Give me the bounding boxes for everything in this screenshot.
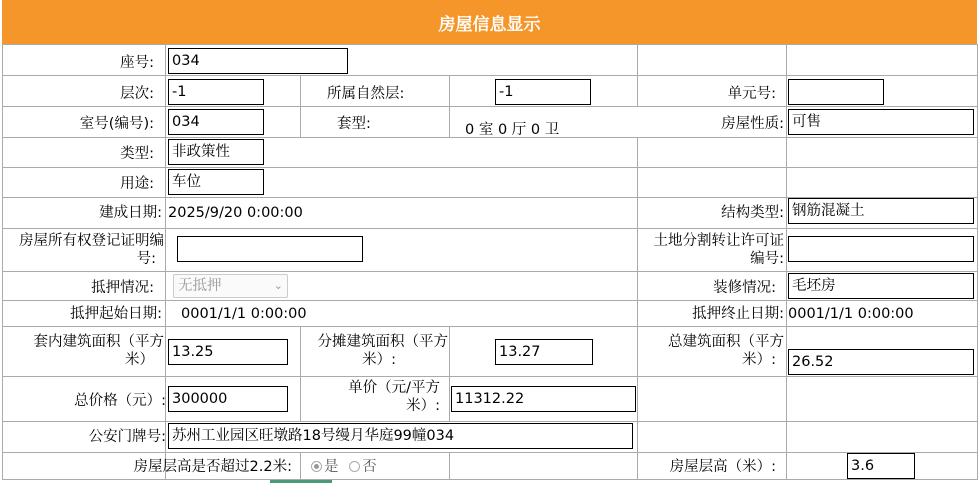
- total-area-label-line1: 总建筑面积（平方: [668, 334, 784, 350]
- usage-label: 用途:: [120, 176, 154, 192]
- usage-field[interactable]: 车位: [168, 169, 264, 195]
- land-permit-label-line1: 土地分割转让许可证: [653, 233, 784, 249]
- structure-type-field[interactable]: 钢筋混凝土: [788, 198, 974, 224]
- layout-value: [465, 121, 559, 139]
- mortgage-end-value: 0001/1/1 0:00:00: [788, 306, 914, 322]
- ownership-cert-label-line2: 号:: [136, 251, 156, 267]
- layout-hall-unit: 厅: [511, 122, 527, 138]
- property-nature-field[interactable]: 可售: [788, 109, 974, 135]
- natural-floor-field[interactable]: -1: [495, 79, 591, 105]
- chevron-down-icon: ⌄: [273, 279, 283, 292]
- type-label: 类型:: [120, 146, 154, 162]
- height-over-radios: [311, 458, 377, 476]
- completion-date-value: 2025/9/20 0:00:00: [168, 205, 303, 221]
- shared-area-field[interactable]: 13.27: [495, 339, 593, 365]
- land-permit-field[interactable]: [788, 236, 974, 262]
- mortgage-start-label: 抵押起始日期:: [70, 306, 162, 322]
- layout-bath-count: 0: [530, 122, 541, 138]
- total-price-label: 总价格（元）:: [74, 393, 166, 409]
- inner-area-label-line2: 米）: [125, 352, 154, 368]
- unit-no-label: 单元号:: [727, 86, 776, 102]
- completion-date-label: 建成日期:: [99, 205, 162, 221]
- ownership-cert-field[interactable]: [177, 236, 363, 262]
- decoration-field[interactable]: 毛坯房: [788, 273, 974, 299]
- height-over-label: 房屋层高是否超过2.2米:: [133, 459, 292, 475]
- unit-price-label-line2: 米）:: [406, 398, 440, 414]
- seat-no-field[interactable]: 034: [168, 48, 348, 74]
- inner-area-label: [4, 333, 164, 369]
- unit-no-field[interactable]: [788, 79, 884, 105]
- unit-price-label-line1: 单价（元/平方: [348, 380, 440, 396]
- mortgage-status-label: 抵押情况:: [91, 280, 154, 296]
- address-label: 公安门牌号:: [88, 429, 166, 445]
- room-no-label: 室号(编号):: [79, 116, 154, 132]
- ownership-cert-label: [4, 232, 164, 268]
- page-title: 房屋信息显示: [2, 0, 977, 44]
- seat-no-label: 座号:: [120, 55, 154, 71]
- land-permit-label-line2: 编号:: [750, 251, 784, 267]
- property-nature-label: 房屋性质:: [721, 116, 784, 132]
- layout-room-unit: 室: [478, 122, 494, 138]
- total-price-field[interactable]: 300000: [168, 386, 288, 412]
- type-field[interactable]: 非政策性: [168, 139, 264, 165]
- structure-type-label: 结构类型:: [721, 205, 784, 221]
- mortgage-end-label: 抵押终止日期:: [692, 306, 784, 322]
- decoration-label: 装修情况:: [713, 280, 776, 296]
- total-area-field[interactable]: 26.52: [788, 349, 974, 375]
- floor-level-label: 层次:: [120, 86, 154, 102]
- total-area-label: [640, 333, 784, 369]
- address-field[interactable]: 苏州工业园区旺墩路18号缦月华庭99幢034: [168, 423, 633, 449]
- room-no-field[interactable]: 034: [168, 109, 264, 135]
- floor-height-label: 房屋层高（米）:: [669, 459, 776, 475]
- inner-area-label-line1: 套内建筑面积（平方: [33, 334, 164, 350]
- land-permit-label: [638, 232, 784, 268]
- mortgage-status-select[interactable]: [173, 274, 288, 298]
- radio-no[interactable]: [349, 461, 360, 472]
- layout-hall-count: 0: [497, 122, 508, 138]
- shared-area-label: [300, 333, 448, 369]
- unit-price-field[interactable]: 11312.22: [451, 386, 636, 412]
- ownership-cert-label-line1: 房屋所有权登记证明编: [19, 233, 164, 249]
- mortgage-start-value: 0001/1/1 0:00:00: [181, 306, 307, 322]
- radio-yes[interactable]: [311, 461, 322, 472]
- inner-area-field[interactable]: 13.25: [168, 339, 288, 365]
- floor-height-field[interactable]: 3.6: [847, 453, 915, 479]
- shared-area-label-line1: 分摊建筑面积（平方: [317, 334, 448, 350]
- layout-room-count: 0: [465, 122, 475, 138]
- layout-bath-unit: 卫: [544, 122, 560, 138]
- mortgage-status-value: 无抵押: [178, 278, 222, 294]
- unit-price-label: [300, 379, 448, 415]
- radio-no-label: 否: [362, 459, 377, 475]
- radio-yes-label: 是: [324, 459, 339, 475]
- floor-level-field[interactable]: -1: [168, 79, 264, 105]
- layout-label: 套型:: [337, 116, 371, 132]
- shared-area-label-line2: 米）:: [362, 352, 396, 368]
- total-area-label-line2: 米）:: [742, 352, 776, 368]
- natural-floor-label: 所属自然层:: [327, 86, 405, 102]
